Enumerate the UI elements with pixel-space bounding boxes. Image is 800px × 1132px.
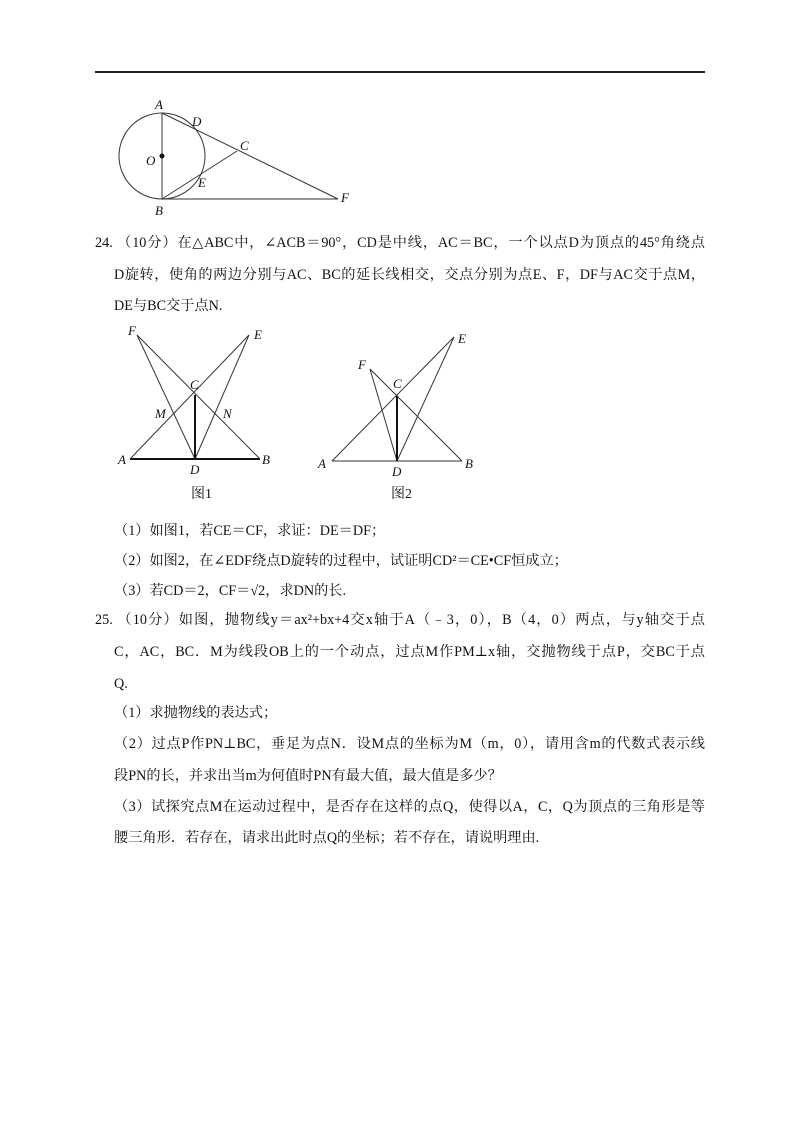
q25-line-3: Q. xyxy=(114,676,128,692)
figure-2 xyxy=(317,331,473,502)
fig1-label-d: D xyxy=(190,462,200,477)
q25-line-1: 25. （10分）如图，抛物线y＝ax²+bx+4交x轴于A（﹣3，0），B（4，0）两点，与y轴交于点 xyxy=(95,612,705,628)
fig1-caption: 图1 xyxy=(191,487,212,502)
fig2-label-a: A xyxy=(318,456,326,471)
q24-line-1: 24. （10分）在△ABC中，∠ACB＝90°，CD是中线，AC＝BC，一个以点D为顶点的45°角绕点 xyxy=(95,235,705,251)
fig1-label-m: M xyxy=(155,406,166,421)
figure-1 xyxy=(117,323,270,502)
q24-part-2: （2）如图2，在∠EDF绕点D旋转的过程中，试证明CD²＝CE•CF恒成立； xyxy=(114,553,568,569)
segment-af xyxy=(162,113,338,199)
q24-line-2: D旋转，使角的两边分别与AC、BC的延长线相交，交点分别为点E、F，DF与AC交于点M， xyxy=(114,267,705,283)
fig1-label-e: E xyxy=(254,327,262,342)
fig2-label-f: F xyxy=(358,357,366,372)
fig1-label-a: A xyxy=(118,452,126,467)
label-b: B xyxy=(155,203,163,218)
fig1-label-f: F xyxy=(128,323,136,338)
q24-line-3: DE与BC交于点N. xyxy=(114,298,223,314)
q25-part-2-cont: 段PN的长，并求出当m为何值时PN有最大值，最大值是多少？ xyxy=(114,768,502,784)
label-e: E xyxy=(198,175,206,190)
q24-part-1: （1）如图1，若CE＝CF，求证：DE＝DF； xyxy=(114,523,386,539)
label-o: O xyxy=(146,153,156,168)
q24-part-3: （3）若CD＝2，CF＝√2，求DN的长. xyxy=(114,583,347,599)
circle-figure xyxy=(119,97,350,218)
label-a: A xyxy=(155,97,163,112)
fig1-label-n: N xyxy=(223,406,232,421)
fig2-label-c: C xyxy=(393,376,402,391)
q25-part-2: （2）过点P作PN⊥BC，垂足为点N．设M点的坐标为M（m，0），请用含m的代数式表示线 xyxy=(114,736,705,752)
q25-line-2: C，AC，BC．M为线段OB上的一个动点，过点M作PM⊥x轴，交抛物线于点P，交BC于点 xyxy=(114,644,705,660)
label-d: D xyxy=(192,114,202,129)
center-point-o xyxy=(160,154,165,159)
label-c: C xyxy=(240,138,249,153)
fig2-label-b: B xyxy=(465,456,473,471)
fig2-label-d: D xyxy=(392,464,402,479)
fig1-label-b: B xyxy=(262,452,270,467)
fig1-label-c: C xyxy=(190,377,199,392)
label-f: F xyxy=(341,190,349,205)
q25-part-3-cont: 腰三角形．若存在，请求出此时点Q的坐标；若不存在，请说明理由. xyxy=(114,830,540,846)
q25-part-1: （1）求抛物线的表达式； xyxy=(114,705,278,721)
fig2-label-e: E xyxy=(458,331,466,346)
q25-part-3: （3）试探究点M在运动过程中，是否存在这样的点Q，使得以A，C，Q为顶点的三角形是等 xyxy=(114,799,705,815)
fig2-caption: 图2 xyxy=(391,487,412,502)
